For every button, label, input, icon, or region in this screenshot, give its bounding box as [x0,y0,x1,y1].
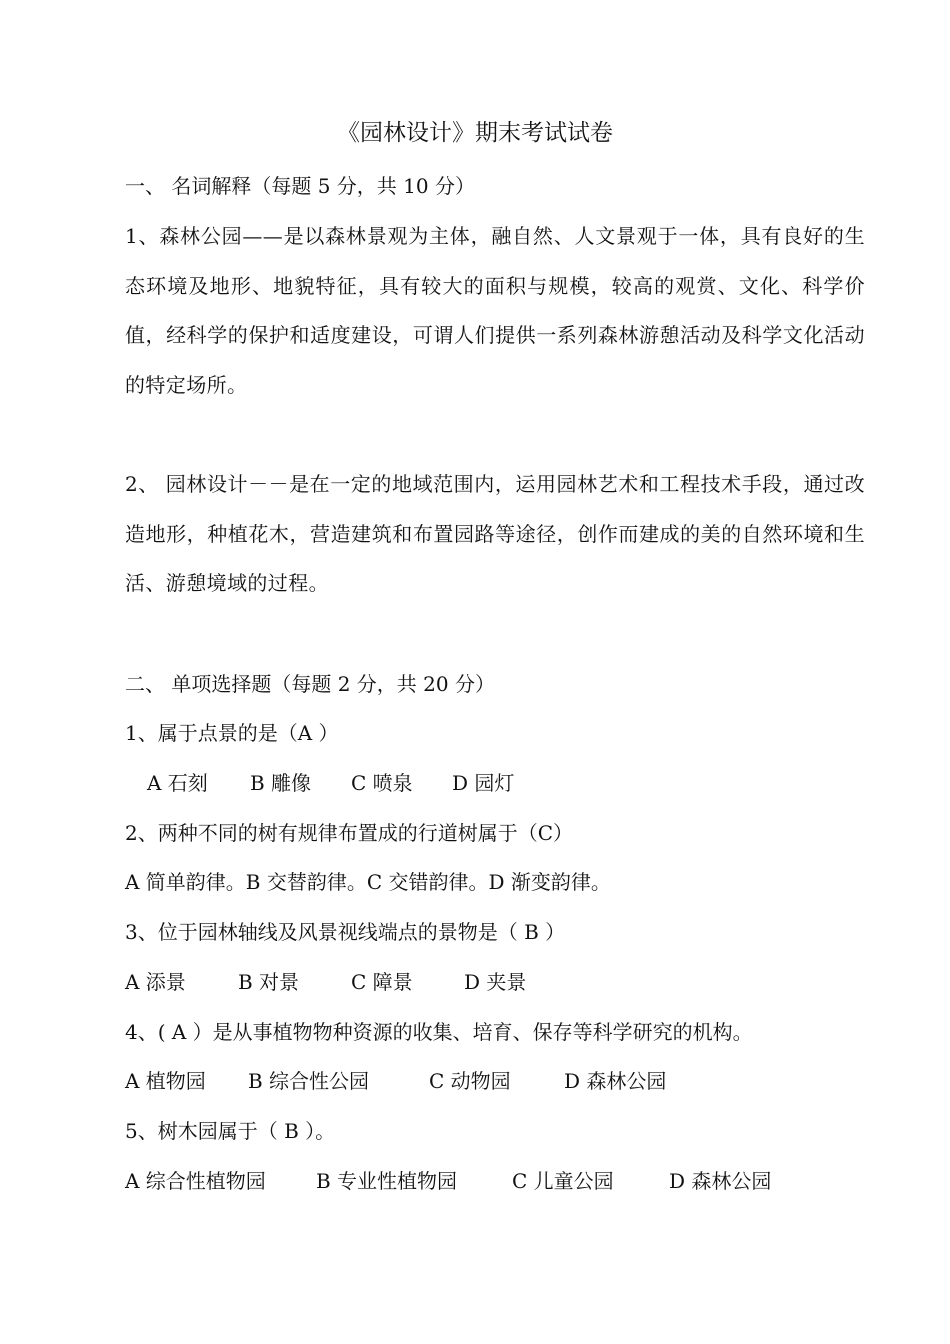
option-a: A 添景 [125,970,186,994]
question-3: 3、位于园林轴线及风景视线端点的景物是（ B ） [125,920,566,944]
question-5: 5、树木园属于（ B ）。 [125,1119,336,1143]
question-5-options [125,1166,865,1196]
section-2-heading: 二、 单项选择题（每题 2 分，共 20 分） [125,672,495,696]
option-b: B 专业性植物园 [316,1169,458,1193]
definition-item-2: 2、 园林设计－－是在一定的地域范围内，运用园林艺术和工程技术手段，通过改造地形，种植花木，营造建筑和布置园路等途径，创作而建成的美的自然环境和生活、游憩境域的过程。 [125,472,865,595]
option-a: A 植物园 [125,1069,206,1093]
question-3-options [125,967,865,997]
option-a: A 综合性植物园 [125,1169,266,1193]
option-c: C 儿童公园 [512,1169,614,1193]
option-c: C 喷泉 [351,771,413,795]
option-b: B 雕像 [250,771,312,795]
option-d: D 园灯 [452,771,515,795]
page-title: 《园林设计》期末考试试卷 [337,120,613,146]
question-1-options [147,768,887,798]
option-c: C 动物园 [429,1069,511,1093]
option-d: D 夹景 [464,970,527,994]
question-4: 4、( A ）是从事植物物种资源的收集、培育、保存等科学研究的机构。 [125,1020,753,1044]
question-2-options: A 简单韵律。B 交替韵律。C 交错韵律。D 渐变韵律。 [125,870,611,894]
question-2: 2、两种不同的树有规律布置成的行道树属于（C） [125,821,574,845]
question-4-options [125,1066,865,1096]
option-b: B 综合性公园 [248,1069,370,1093]
option-b: B 对景 [238,970,300,994]
definition-item-1: 1、森林公园——是以森林景观为主体，融自然、人文景观于一体，具有良好的生态环境及地形、地貌特征，具有较大的面积与规模，较高的观赏、文化、科学价值，经科学的保护和适度建设，可谓人们提供一系列森林游憩活动及科学文化活动的特定场所。 [125,224,865,397]
section-1-heading: 一、 名词解释（每题 5 分，共 10 分） [125,174,475,198]
option-d: D 森林公园 [669,1169,772,1193]
option-c: C 障景 [351,970,413,994]
option-d: D 森林公园 [564,1069,667,1093]
option-a: A 石刻 [147,771,208,795]
question-1: 1、属于点景的是（A ） [125,721,339,745]
